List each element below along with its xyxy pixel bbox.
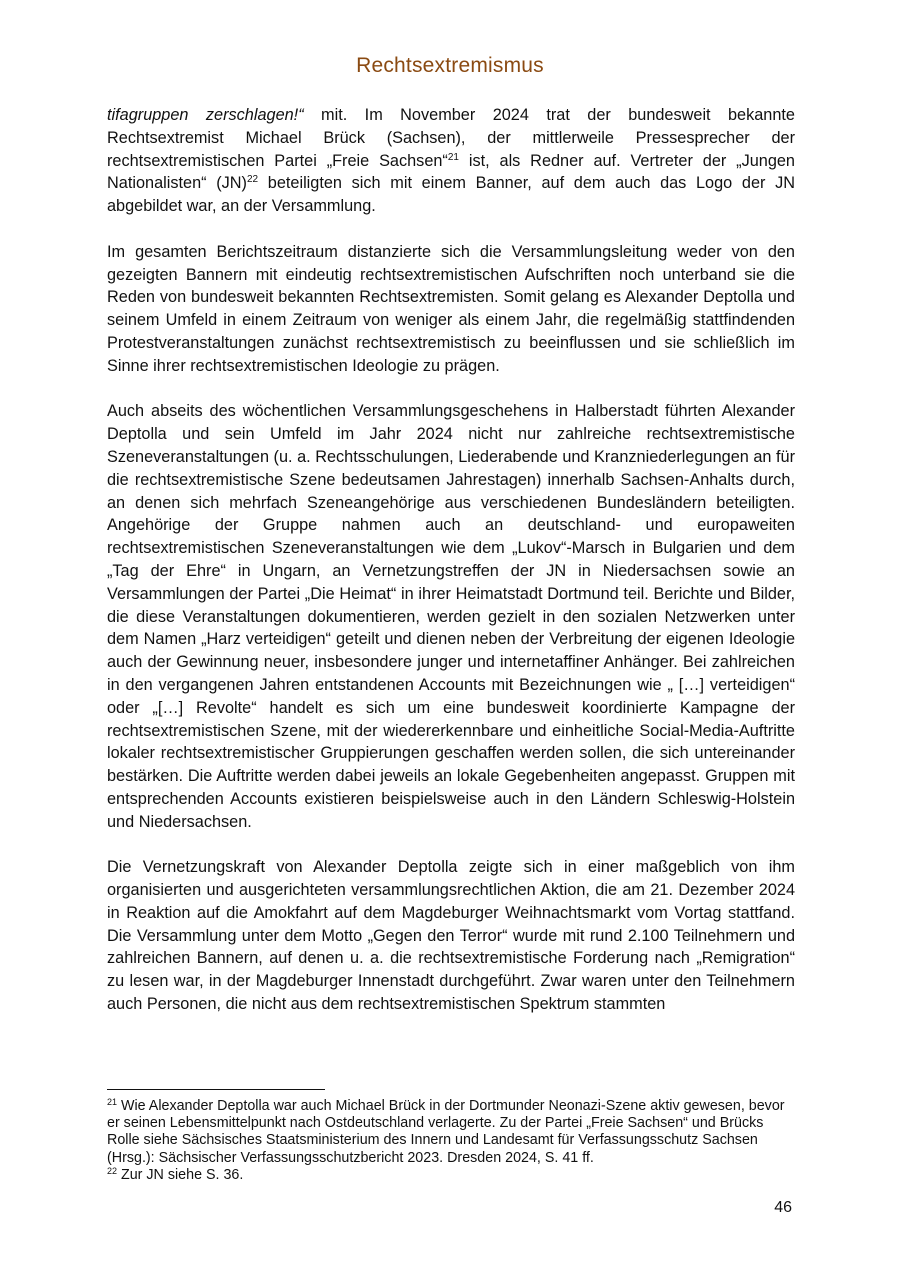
page-number: 46 [774, 1199, 792, 1216]
footnote-22 [107, 1167, 795, 1184]
paragraph-1-text-b: ist, als Redner auf. Vertreter der „Jungen Nationalisten“ (JN) [107, 151, 795, 193]
paragraph-4: Die Vernetzungskraft von Alexander Deptolla zeigte sich in einer maßgeblich von ihm organisierten und ausgerichteten versammlungsrechtlichen Aktion, die am 21. Dezember 2024 in Reaktion auf die Amokfahrt auf dem Magdeburger Weihnachtsmarkt vom Vortag stattfand. Die Versammlung unter dem Motto „Gegen den Terror“ wurde mit rund 2.100 Teilnehmern und zahlreichen Bannern, auf denen u. a. die rechtsextremistische Forderung nach „Remigration“ zu lesen war, in der Magdeburger Innenstadt durchgeführt. Zwar waren unter den Teilnehmern auch Personen, die nicht aus dem rechtsextremistischen Spektrum stammten [107, 858, 795, 1014]
paragraph-1-text-a: mit. Im November 2024 trat der bundesweit bekannte Rechtsextremist Michael Brück (Sachsen), der mittlerweile Pressesprecher der rechtsextremistischen Partei „Freie Sachsen“ [107, 106, 795, 170]
footnote-text-21: Wie Alexander Deptolla war auch Michael Brück in der Dortmunder Neonazi-Szene aktiv gewesen, bevor er seinen Lebensmittelpunkt nach Ostdeutschland verlagerte. Zu der Partei „Freie Sachsen“ und Brücks Rolle siehe Sächsisches Staatsministerium des Innern und Landesamt für Verfassungsschutz Sachsen (Hrsg.): Sächsischer Verfassungsschutzbericht 2023. Dresden 2024, S. 41 ff. [107, 1098, 785, 1166]
footnotes [107, 1098, 795, 1184]
footnote-number-22: 22 [107, 1165, 118, 1176]
footnote-text-22: Zur JN siehe S. 36. [117, 1166, 244, 1183]
paragraph-2: Im gesamten Berichtszeitraum distanzierte sich die Versammlungsleitung weder von den gezeigten Bannern mit eindeutig rechtsextremistischen Aufschriften noch unterband sie die Reden von bundesweit bekannten Rechtsextremisten. Somit gelang es Alexander Deptolla und seinem Umfeld in einem Zeitraum von weniger als einem Jahr, die regelmäßig stattfindenden Protestveranstaltungen zunächst rechtsextremistisch zu beeinflussen und sie schließlich im Sinne ihrer rechtsextremistischen Ideologie zu prägen. [107, 242, 795, 375]
paragraph-3: Auch abseits des wöchentlichen Versammlungsgeschehens in Halberstadt führten Alexander Deptolla und sein Umfeld im Jahr 2024 nicht nur zahlreiche rechtsextremistische Szeneveranstaltungen (u. a. Rechtsschulungen, Liederabende und Kranzniederlegungen an für die rechtsextremistische Szene bedeutsamen Jahrestagen) innerhalb Sachsen-Anhalts durch, an denen sich mehrfach Szeneangehörige aus verschiedenen Bundesländern beteiligten. Angehörige der Gruppe nahmen auch an deutschland- und europaweiten rechtsextremistischen Szeneveranstaltungen wie dem „Lukov“-Marsch in Bulgarien und dem „Tag der Ehre“ in Ungarn, an Vernetzungstreffen der JN in Niedersachsen sowie an Versammlungen der Partei „Die Heimat“ in ihrer Heimatstadt Dortmund teil. Berichte und Bilder, die diese Veranstaltungen dokumentieren, werden gezielt in den sozialen Netzwerken unter dem Namen „Harz verteidigen“ geteilt und dienen neben der Verbreitung der eigenen Ideologie auch der Gewinnung neuer, insbesondere junger und internetaffiner Anhänger. Bei zahlreichen in den vergangenen Jahren entstandenen Accounts mit Bezeichnungen wie „ […] verteidigen“ oder „[…] Revolte“ handelt es sich um eine bundesweit koordinierte Kampagne der rechtsextremistischen Szene, mit der wiedererkennbare und einheitliche Social-Media-Auftritte lokaler rechtsextremistischer Gruppierungen geschaffen werden sollen, die sich untereinander bestärken. Die Auftritte werden dabei jeweils an lokale Gegebenheiten angepasst. Gruppen mit entsprechenden Accounts existieren beispielsweise auch in den Ländern Schleswig-Holstein und Niedersachsen. [107, 402, 795, 831]
italic-quote: tifagruppen zerschlagen!“ [107, 106, 304, 124]
footnote-ref-22[interactable]: 22 [246, 174, 259, 186]
body-text [107, 104, 795, 1039]
paragraph-1 [107, 104, 795, 218]
footnote-21 [107, 1098, 795, 1167]
paragraph-1-text-c: beteiligten sich mit einem Banner, auf dem auch das Logo der JN abgebildet war, an der Versammlung. [107, 174, 795, 216]
page-header-title: Rechtsextremismus [356, 54, 544, 77]
footnote-number-21: 21 [107, 1097, 118, 1107]
footnote-ref-21[interactable]: 21 [447, 151, 459, 163]
footnote-divider [107, 1089, 325, 1090]
